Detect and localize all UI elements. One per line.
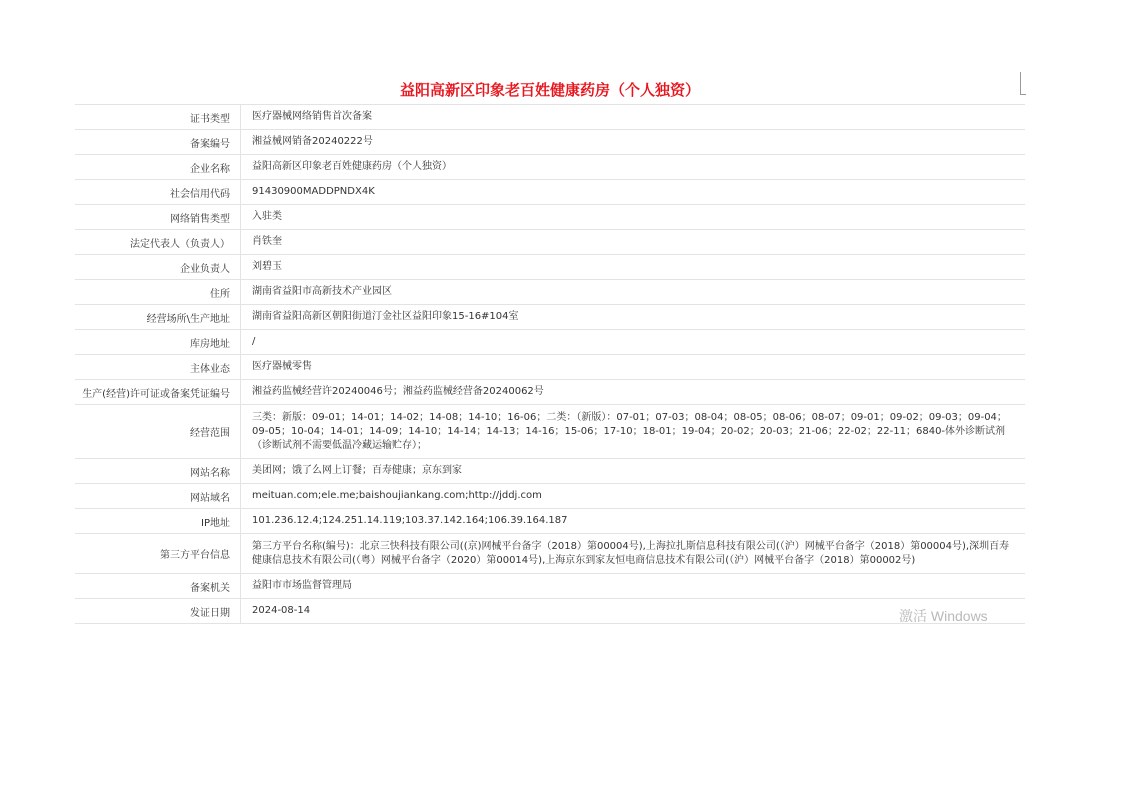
row-label: 经营场所\生产地址 — [75, 305, 241, 330]
table-row — [75, 155, 1025, 180]
row-label: 法定代表人（负责人） — [75, 230, 241, 255]
table-row — [75, 205, 1025, 230]
row-label: IP地址 — [75, 509, 241, 534]
table-row — [75, 330, 1025, 355]
row-label: 发证日期 — [75, 599, 241, 624]
scroll-corner-mark — [1020, 72, 1026, 95]
table-row — [75, 105, 1025, 130]
table-row — [75, 534, 1025, 574]
row-value: 湖南省益阳市高新技术产业园区 — [241, 280, 1026, 305]
table-row — [75, 509, 1025, 534]
row-label: 网站域名 — [75, 484, 241, 509]
row-value: 医疗器械网络销售首次备案 — [241, 105, 1026, 130]
row-label: 主体业态 — [75, 355, 241, 380]
row-label: 生产(经营)许可证或备案凭证编号 — [75, 380, 241, 405]
row-value: 益阳高新区印象老百姓健康药房（个人独资） — [241, 155, 1026, 180]
table-row — [75, 180, 1025, 205]
table-row — [75, 484, 1025, 509]
table-row — [75, 459, 1025, 484]
row-value: / — [241, 330, 1026, 355]
row-label: 备案编号 — [75, 130, 241, 155]
row-label: 证书类型 — [75, 105, 241, 130]
row-label: 库房地址 — [75, 330, 241, 355]
row-value: 刘碧玉 — [241, 255, 1026, 280]
document-title: 益阳高新区印象老百姓健康药房（个人独资） — [399, 81, 700, 99]
row-value: 湖南省益阳高新区朝阳街道汀金社区益阳印象15-16#104室 — [241, 305, 1026, 330]
row-value: 101.236.12.4;124.251.14.119;103.37.142.164;106.39.164.187 — [241, 509, 1026, 534]
row-value: 益阳市市场监督管理局 — [241, 574, 1026, 599]
row-label: 备案机关 — [75, 574, 241, 599]
table-row — [75, 130, 1025, 155]
row-value: 第三方平台名称(编号)：北京三快科技有限公司((京)网械平台备字（2018）第00004号),上海拉扎斯信息科技有限公司(（沪）网械平台备字（2018）第00004号),深圳百寿健康信息技术有限公司(（粤）网械平台备字（2020）第00014号),上海京东到家友恒电商信息技术有限公司(（沪）网械平台备字（2018）第00002号) — [241, 534, 1026, 574]
row-label: 第三方平台信息 — [75, 534, 241, 574]
row-value: 三类：新版：09-01；14-01；14-02；14-08；14-10；16-06；二类：（新版）：07-01；07-03；08-04；08-05；08-06；08-07；09-01；09-02；09-03；09-04；09-05；10-04；14-01；14-09；14-10；14-14；14-13；14-16；15-06；17-10；18-01；19-04；20-02；20-03；21-06；22-02；22-11；6840-体外诊断试剂（诊断试剂不需要低温冷藏运输贮存）； — [241, 405, 1026, 459]
row-label: 网络销售类型 — [75, 205, 241, 230]
table-row — [75, 405, 1025, 459]
row-value: 肖铁奎 — [241, 230, 1026, 255]
activate-windows-watermark: 激活 Windows — [899, 608, 988, 624]
row-value: 入驻类 — [241, 205, 1026, 230]
row-label: 企业名称 — [75, 155, 241, 180]
row-value: 美团网；饿了么网上订餐；百寿健康；京东到家 — [241, 459, 1026, 484]
table-row — [75, 255, 1025, 280]
table-row — [75, 599, 1025, 624]
row-value: 91430900MADDPNDX4K — [241, 180, 1026, 205]
row-label: 社会信用代码 — [75, 180, 241, 205]
row-value: meituan.com;ele.me;baishoujiankang.com;http://jddj.com — [241, 484, 1026, 509]
row-label: 网站名称 — [75, 459, 241, 484]
row-label: 企业负责人 — [75, 255, 241, 280]
row-value: 医疗器械零售 — [241, 355, 1026, 380]
row-value: 湘益械网销备20240222号 — [241, 130, 1026, 155]
table-row — [75, 380, 1025, 405]
row-label: 住所 — [75, 280, 241, 305]
row-value: 2024-08-14 — [241, 599, 1026, 624]
row-value: 湘益药监械经营许20240046号；湘益药监械经营备20240062号 — [241, 380, 1026, 405]
table-row — [75, 280, 1025, 305]
table-row — [75, 305, 1025, 330]
row-label: 经营范围 — [75, 405, 241, 459]
table-row — [75, 230, 1025, 255]
table-row — [75, 355, 1025, 380]
table-row — [75, 574, 1025, 599]
record-table — [75, 104, 1025, 624]
